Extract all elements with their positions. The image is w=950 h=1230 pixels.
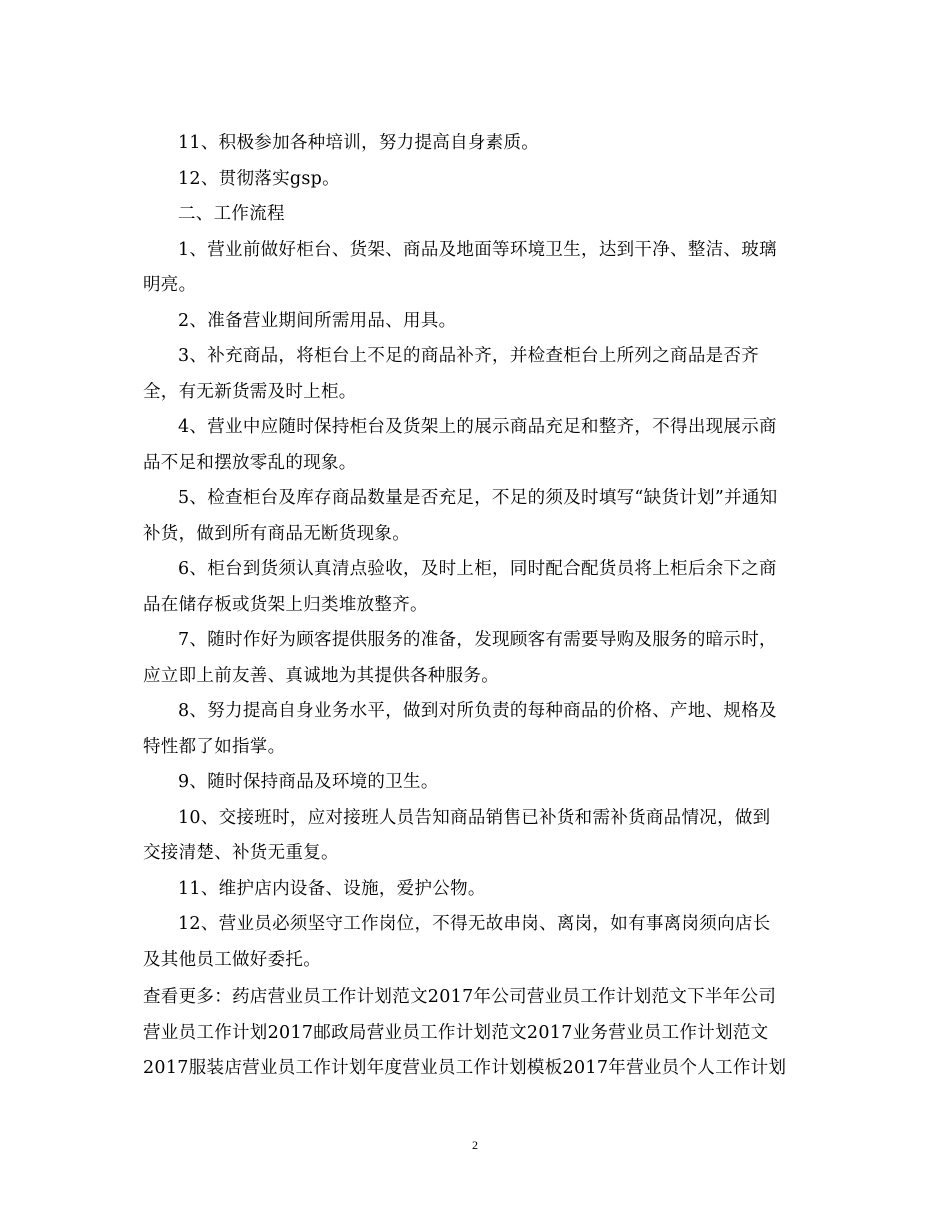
paragraph-line: 2、准备营业期间所需用品、用具。	[178, 310, 457, 331]
paragraph-line: 10、交接班时，应对接班人员告知商品销售已补货和需补货商品情况，做到	[178, 807, 771, 828]
paragraph-line: 明亮。	[143, 275, 197, 295]
paragraph-line: 品在储存板或货架上归类堆放整齐。	[143, 594, 428, 615]
paragraph-line: 11、维护店内设备、设施，爱护公物。	[178, 878, 486, 899]
paragraph-line: 11、积极参加各种培训，努力提高自身素质。	[178, 133, 540, 153]
see-more-line: 查看更多：药店营业员工作计划范文2017年公司营业员工作计划范文下半年公司	[143, 987, 777, 1007]
paragraph-line: 12、贯彻落实gsp。	[178, 168, 340, 189]
see-more-line: 2017服装店营业员工作计划年度营业员工作计划模板2017年营业员个人工作计划	[143, 1058, 787, 1078]
paragraph-line: 应立即上前友善、真诚地为其提供各种服务。	[143, 665, 499, 686]
paragraph-line: 4、营业中应随时保持柜台及货架上的展示商品充足和整齐，不得出现展示商	[178, 417, 777, 437]
paragraph-line: 6、柜台到货须认真清点验收，及时上柜，同时配合配货员将上柜后余下之商	[178, 559, 777, 579]
page-content	[143, 126, 808, 1087]
paragraph-line: 3、补充商品，将柜台上不足的商品补齐，并检查柜台上所列之商品是否齐	[178, 346, 760, 366]
paragraph-line: 1、营业前做好柜台、货架、商品及地面等环境卫生，达到干净、整洁、玻璃	[178, 239, 777, 260]
paragraph-line: 补货，做到所有商品无断货现象。	[143, 523, 410, 544]
paragraph-line: 全，有无新货需及时上柜。	[143, 381, 357, 402]
paragraph-line: 特性都了如指掌。	[143, 736, 286, 757]
paragraph-line: 12、营业员必须坚守工作岗位，不得无故串岗、离岗，如有事离岗须向店长	[178, 914, 771, 934]
page-number: 2	[472, 1138, 478, 1152]
paragraph-line: 5、检查柜台及库存商品数量是否充足，不足的须及时填写“缺货计划”并通知	[178, 488, 778, 508]
paragraph-line: 9、随时保持商品及环境的卫生。	[178, 772, 439, 792]
section-heading: 二、工作流程	[178, 204, 285, 224]
paragraph-line: 8、努力提高自身业务水平，做到对所负责的每种商品的价格、产地、规格及	[178, 701, 777, 721]
see-more-line: 营业员工作计划2017邮政局营业员工作计划范文2017业务营业员工作计划范文	[143, 1022, 769, 1043]
paragraph-line: 品不足和摆放零乱的现象。	[143, 452, 357, 473]
see-more-section	[143, 980, 808, 1087]
paragraph-line: 交接清楚、补货无重复。	[143, 843, 339, 863]
paragraph-line: 及其他员工做好委托。	[143, 949, 321, 970]
paragraph-line: 7、随时作好为顾客提供服务的准备，发现顾客有需要导购及服务的暗示时，	[178, 630, 777, 650]
